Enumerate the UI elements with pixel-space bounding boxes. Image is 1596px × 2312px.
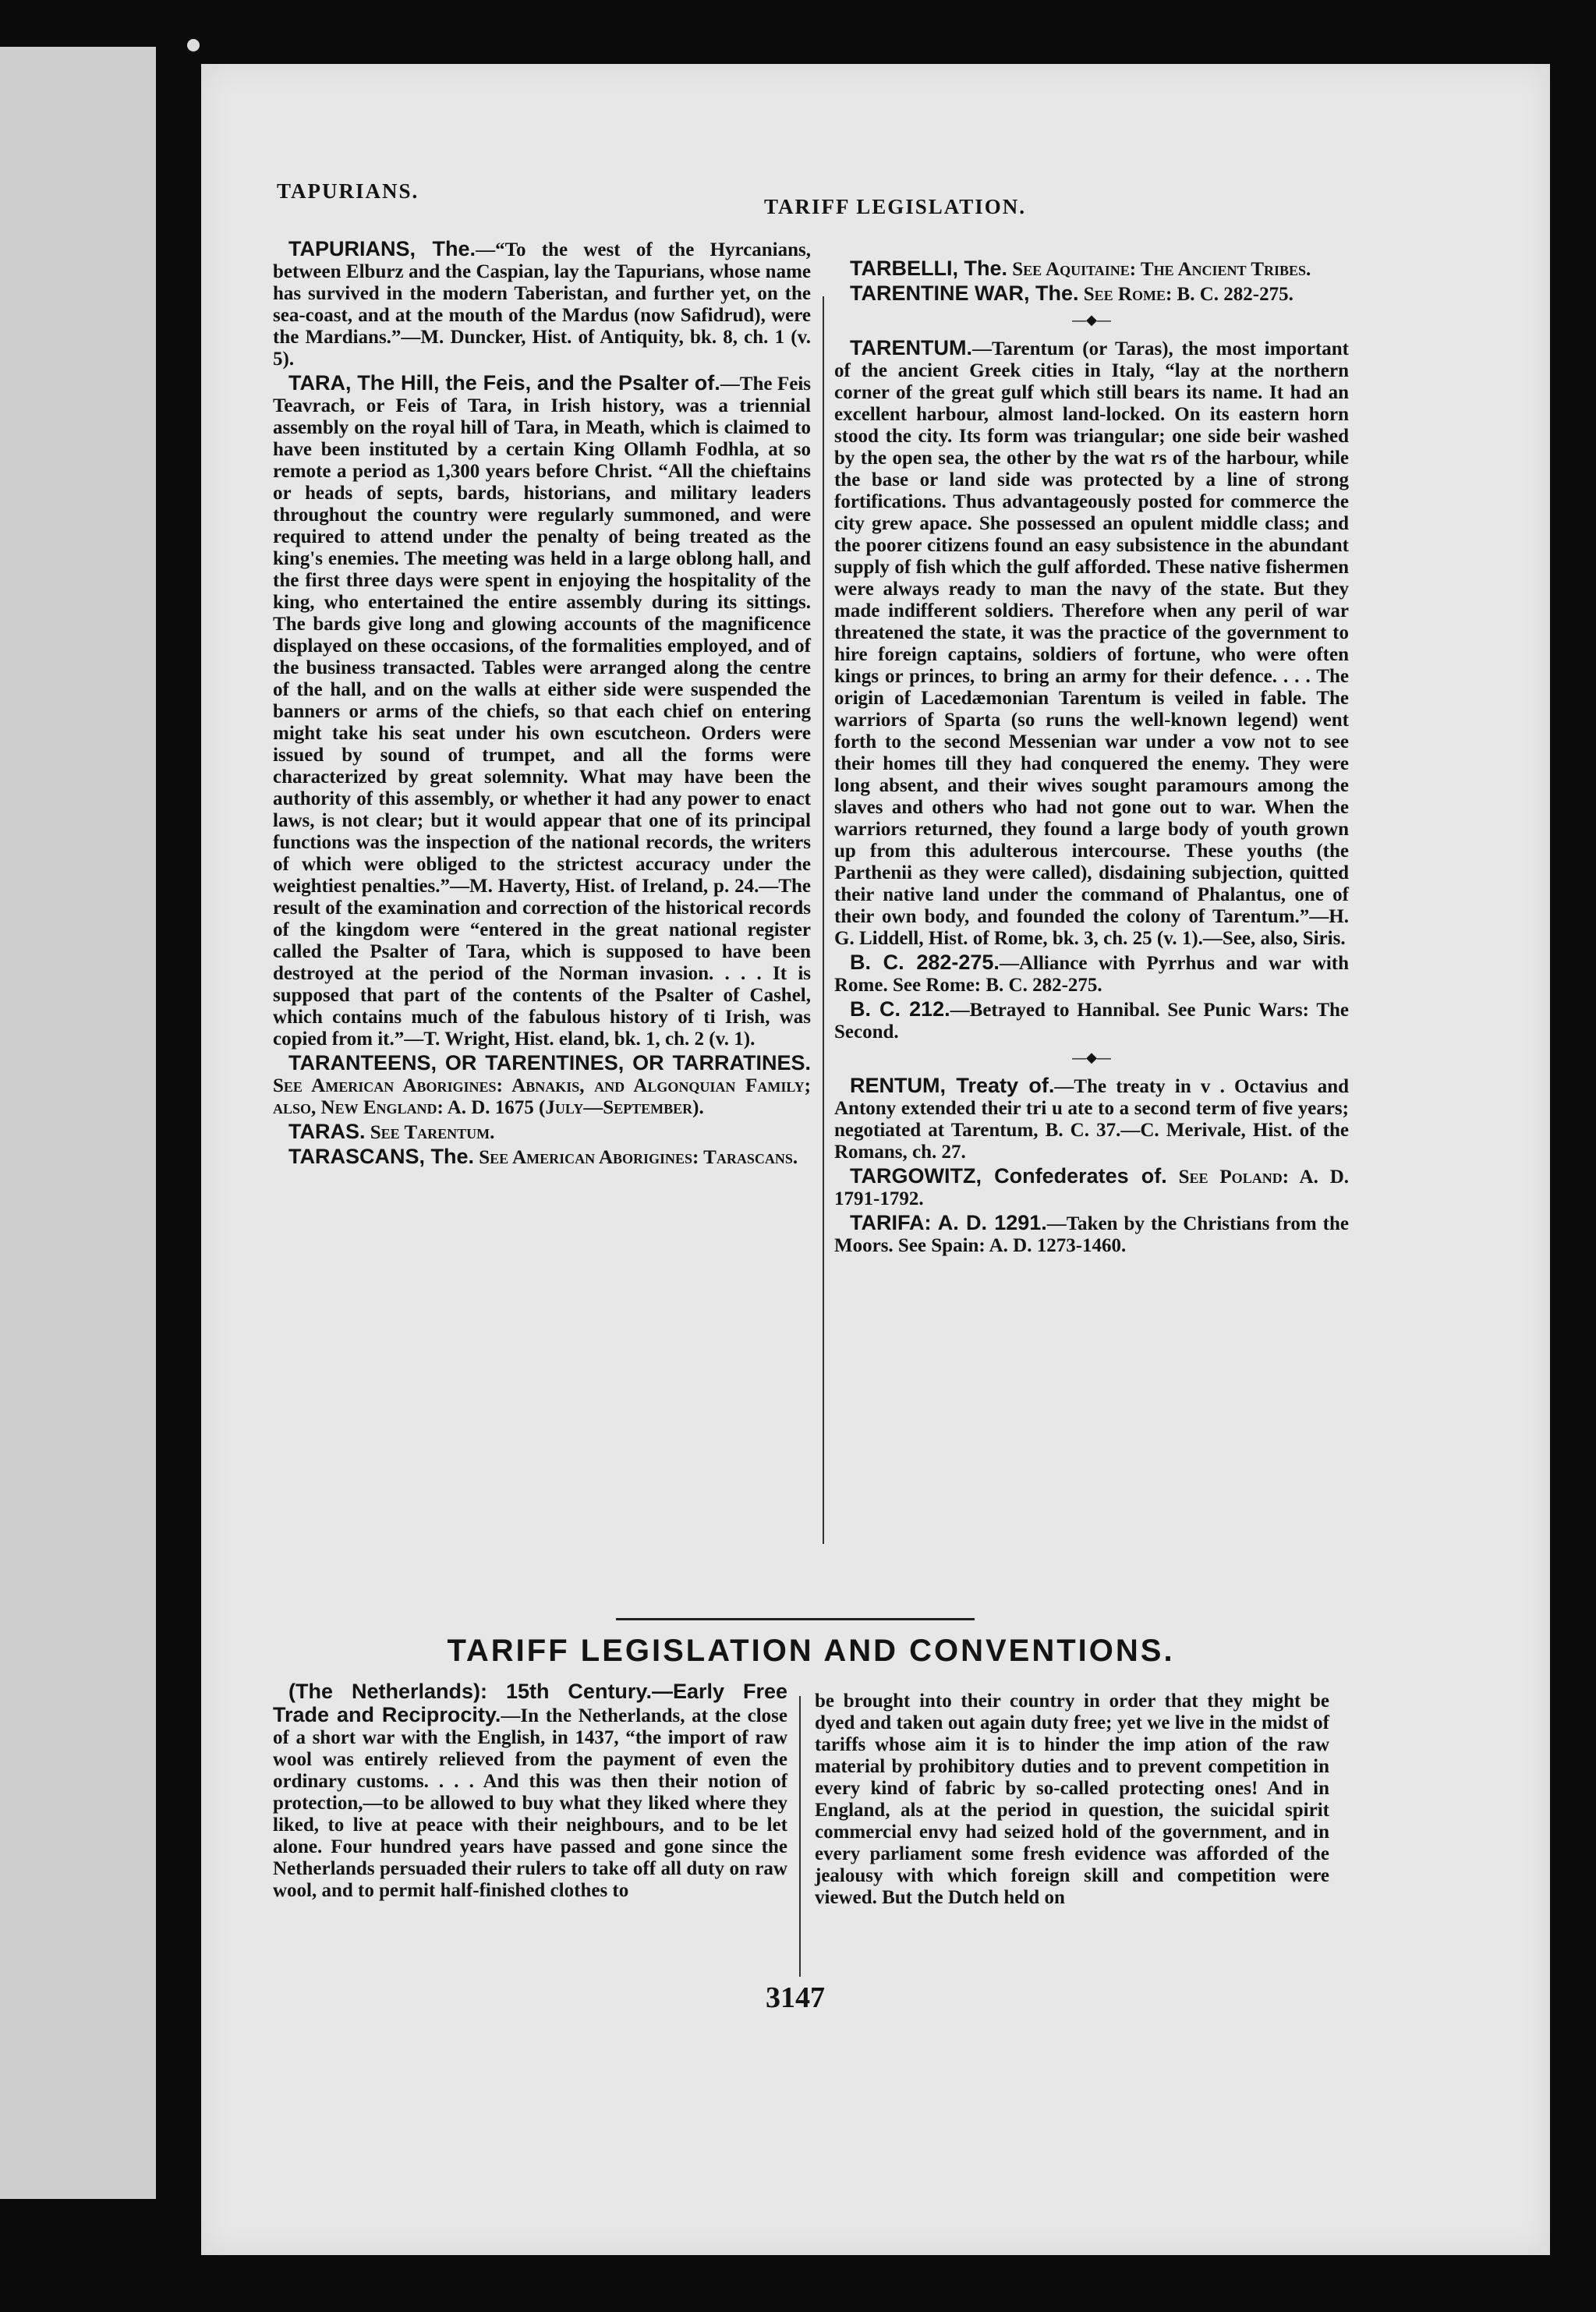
- column-divider: [823, 296, 824, 1544]
- entry-text: —Tarentum (or Taras), the most important of the ancient Greek cities in Italy, “lay at the northern corner of the great gulf which still bears its name. It had an excellent harbour, almost land-locked. On its eastern horn stood the city. Its form was triangular; one side beir washed by the open sea, the other by the wat rs of the harbour, while the base or land side was protected by a line of strong fortifications. Thus advantageously posted for commerce the city grew apace. She possessed an opulent middle class; and the poorer citizens found an easy subsistence in the abundant supply of fish which the gulf afforded. These native fishermen were always ready to man the navy of the state. But they made indifferent soldiers. Therefore when any peril of war threatened the state, it was the practice of the government to hire foreign captains, soldiers of fortune, who were often kings or princes, to bring an army for their defence. . . . The origin of Lacedæmonian Tarentum is veiled in fable. The warriors of Sparta (so runs the well-known legend) went forth to the second Messenian war under a vow not to see their homes till they had conquered the enemy. They were long absent, and their wives sought paramours among the slaves and others who had not gone out to war. When the warriors returned, they found a large body of youth grown up from this adulterous intercourse. These youths (the Parthenii as they were called), disdaining subjection, quitted their native land under the command of Phalantus, one of their own body, and founded the colony of Tarentum.”—H. G. Liddell, Hist. of Rome, bk. 3, ch. 25 (v. 1).—See, also, Siris.: [834, 338, 1349, 949]
- entry-head: TARENTUM.: [850, 336, 972, 359]
- entry-head: TARIFA: A. D. 1291.: [850, 1211, 1047, 1234]
- adjacent-page-edge: [0, 47, 156, 2199]
- entry-text: See Rome: B. C. 282-275.: [1083, 284, 1293, 305]
- section-rule: [616, 1618, 975, 1620]
- entry-text: See Tarentum.: [370, 1122, 495, 1143]
- entry-text: —Taken by the Christians from the Moors. See Spain: A. D. 1273-1460.: [834, 1213, 1349, 1256]
- entry-head: B. C. 282-275.: [850, 951, 1000, 974]
- entry-head: RENTUM, Treaty of.: [850, 1074, 1055, 1097]
- running-head-left: TAPURIANS.: [277, 179, 419, 203]
- entry: [273, 1121, 811, 1144]
- right-column: [834, 257, 1349, 1259]
- bottom-left-column: [273, 1680, 787, 1903]
- entry-text: See American Aborigines: Abnakis, and Algonquian Family; also, New England: A. D. 1675 (July—September).: [273, 1075, 811, 1118]
- entry: [273, 1052, 811, 1119]
- entry-text: —Alliance with Pyrrhus and war with Rome. See Rome: B. C. 282-275.: [834, 953, 1349, 996]
- entry-text: —The Feis Teavrach, or Feis of Tara, in Irish history, was a triennial assembly on the royal hill of Tara, in Meath, which is claimed to have been instituted by a certain King Ollamh Fodhla, at so remote a period as 1,300 years before Christ. “All the chieftains or heads of septs, bards, historians, and military leaders throughout the country were regularly summoned, and were required to attend under the penalty of being treated as the king's enemies. The meeting was held in a large oblong hall, and the first three days were spent in enjoying the hospitality of the king, who entertained the entire assembly during its sittings. The bards give long and glowing accounts of the magnificence displayed on these occasions, of the formalities employed, and of the business transacted. Tables were arranged along the centre of the hall, and on the walls at either side were suspended the banners or arms of the chiefs, so that each chief on entering might take his seat under his own escutcheon. Orders were issued by sound of trumpet, and all the forms were characterized by great solemnity. What may have been the authority of this assembly, or whether it had any power to enact laws, is not clear; but it would appear that one of its principal functions was the inspection of the national records, the writers of which were obliged to the strictest accuracy under the weightiest penalties.”—M. Haverty, Hist. of Ireland, p. 24.—The result of the examination and correction of the historical records of the kingdom were “entered in the great national register called the Psalter of Tara, which is supposed to have been destroyed at the period of the Norman invasion. . . . It is supposed that part of the contents of the Psalter of Cashel, which contains much of the fabulous history of ti Irish, was copied from it.”—T. Wright, Hist. eland, bk. 1, ch. 2 (v. 1).: [273, 374, 812, 1050]
- column-divider: [799, 1696, 801, 1977]
- entry: [834, 337, 1349, 950]
- entry-text: See Poland: A. D. 1791-1792.: [834, 1167, 1349, 1209]
- entry: [834, 998, 1349, 1043]
- entry: [834, 282, 1349, 306]
- entry-text: See Aquitaine: The Ancient Tribes.: [1012, 259, 1311, 280]
- entry: [273, 1680, 787, 1902]
- entry-head: TAPURIANS, The.: [288, 237, 476, 260]
- entry-head: (The Netherlands): 15th Century.—Early Free Trade and Reciprocity.: [273, 1680, 787, 1726]
- entry: [834, 951, 1349, 997]
- entry-head: TARBELLI, The.: [850, 257, 1007, 280]
- entry-head: TARA, The Hill, the Feis, and the Psalter of.: [288, 371, 720, 395]
- page-number: 3147: [766, 1981, 825, 2014]
- entry-head: TARANTEENS, OR TARENTINES, OR TARRATINES.: [288, 1051, 811, 1075]
- entry-text: —The treaty in v . Octavius and Antony extended their tri u ate to a second term of five years; negotiated at Tarentum, B. C. 37.—C. Merivale, Hist. of the Romans, ch. 27.: [834, 1076, 1350, 1163]
- ornament-divider: —◆—: [1072, 312, 1111, 328]
- running-head-right: TARIFF LEGISLATION.: [764, 195, 1027, 218]
- entry-head: B. C. 212.: [850, 997, 950, 1021]
- entry: [834, 257, 1349, 281]
- ornament-divider: —◆—: [1072, 1050, 1111, 1065]
- entry-text: be brought into their country in order that they might be dyed and taken out again duty free; yet we live in the midst of tariffs whose aim it is to hinder the imp ation of the raw material by prohibitory duties and to prevent competition in every kind of fabric by so-called protecting ones! And in England, als at the period in question, the suicidal spirit commercial envy had seized hold of the government, and in every parliament some fresh evidence was afforded of the jealousy with which foreign skill and competition were viewed. But the Dutch held on: [815, 1691, 1329, 1908]
- section-title: TARIFF LEGISLATION AND CONVENTIONS.: [447, 1634, 1175, 1668]
- entry: [834, 1165, 1349, 1210]
- entry: [834, 1212, 1349, 1257]
- scan-speck: [187, 39, 200, 51]
- entry-text: See American Aborigines: Tarascans.: [479, 1147, 798, 1168]
- bottom-right-column: [815, 1691, 1329, 1910]
- entry-text: —“To the west of the Hyrcanians, between Elburz and the Caspian, lay the Tapurians, whose name has survived in the modern Taberistan, and further yet, on the sea-coast, and at the mouth of the Mardus (now Safidrud), were the Mardians.”—M. Duncker, Hist. of Antiquity, bk. 8, ch. 1 (v. 5).: [273, 239, 811, 370]
- entry-text: —In the Netherlands, at the close of a short war with the English, in 1437, “the import of raw wool was entirely relieved from the payment of even the ordinary customs. . . . And this was then their notion of protection,—to be allowed to buy what they liked where they liked, to live at peace with their neighbours, and to be let alone. Four hundred years have passed and gone since the Netherlands persuaded their rulers to take off all duty on raw wool, and to permit half-finished clothes to: [273, 1705, 788, 1901]
- entry-text: —Betrayed to Hannibal. See Punic Wars: The Second.: [834, 1000, 1350, 1043]
- entry-head: TARGOWITZ, Confederates of.: [850, 1164, 1167, 1188]
- left-column: [273, 238, 811, 1170]
- entry-head: TARAS.: [288, 1120, 366, 1143]
- entry: [834, 1075, 1349, 1163]
- entry: [273, 238, 811, 370]
- entry: [273, 1145, 811, 1169]
- entry: [273, 372, 811, 1050]
- entry-head: TARENTINE WAR, The.: [850, 281, 1079, 305]
- book-gutter: [156, 0, 201, 2312]
- entry-head: TARASCANS, The.: [288, 1145, 475, 1168]
